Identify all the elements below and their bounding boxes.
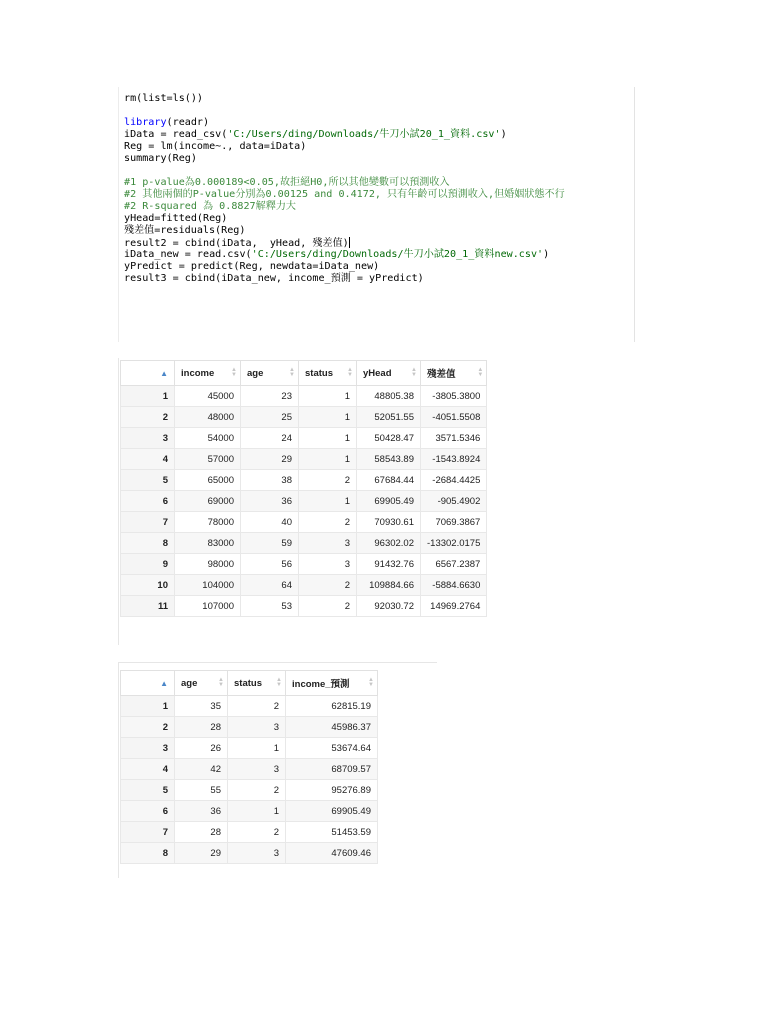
table-cell: 104000 [175, 575, 241, 596]
table-cell: -905.4902 [421, 491, 487, 512]
row-index: 3 [121, 738, 175, 759]
table-cell: 3571.5346 [421, 428, 487, 449]
code-token: 殘差值=residuals(Reg) [124, 225, 246, 236]
table-cell: 57000 [175, 449, 241, 470]
table-row[interactable] [121, 822, 378, 843]
row-index: 2 [121, 407, 175, 428]
table-cell: 47609.46 [286, 843, 378, 864]
table-cell: -2684.4425 [421, 470, 487, 491]
column-header[interactable] [228, 671, 286, 696]
row-index: 3 [121, 428, 175, 449]
row-index: 7 [121, 512, 175, 533]
table-cell: 95276.89 [286, 780, 378, 801]
table-cell: 91432.76 [357, 554, 421, 575]
table-cell: -5884.6630 [421, 575, 487, 596]
table-cell: 1 [228, 801, 286, 822]
code-line[interactable] [124, 189, 565, 201]
table-cell: 48805.38 [357, 386, 421, 407]
table-cell: 14969.2764 [421, 596, 487, 617]
code-token: summary(Reg) [124, 153, 197, 164]
code-token-kw: library [124, 117, 167, 128]
table-cell: 96302.02 [357, 533, 421, 554]
column-sort-icon[interactable]: ▲ ▼ [276, 677, 282, 688]
row-index: 4 [121, 449, 175, 470]
column-sort-icon[interactable]: ▲ ▼ [411, 367, 417, 378]
table-cell: 69905.49 [286, 801, 378, 822]
code-line[interactable] [124, 165, 565, 177]
code-token: ) [543, 249, 550, 260]
table-row[interactable] [121, 843, 378, 864]
table-cell: 2 [299, 596, 357, 617]
code-token-str: 'C:/Users/ding/Downloads/牛刀小試20_1_資料new.csv' [251, 249, 544, 260]
table-cell: 69000 [175, 491, 241, 512]
table-cell: 55 [175, 780, 228, 801]
column-sort-icon[interactable]: ▲ ▼ [368, 677, 374, 688]
table-cell: 53 [241, 596, 299, 617]
row-index: 5 [121, 470, 175, 491]
row-index: 1 [121, 696, 175, 717]
table-row[interactable] [121, 596, 487, 617]
column-header-label: yHead [363, 367, 392, 379]
result3-table [120, 670, 378, 864]
column-header[interactable] [175, 361, 241, 386]
table-cell: 23 [241, 386, 299, 407]
code-line[interactable] [124, 105, 565, 117]
row-index: 6 [121, 801, 175, 822]
table-cell: 1 [299, 449, 357, 470]
row-index: 10 [121, 575, 175, 596]
table-cell: -13302.0175 [421, 533, 487, 554]
code-line[interactable] [124, 237, 565, 249]
table-row[interactable] [121, 533, 487, 554]
code-token-comment: #2 其他兩個的P-value分別為0.00125 and 0.4172, 只有年齡可以預測收入,但婚姻狀態不行 [124, 189, 565, 200]
row-index: 6 [121, 491, 175, 512]
code-token: ) [500, 129, 507, 140]
column-header[interactable] [299, 361, 357, 386]
table-cell: 29 [241, 449, 299, 470]
table-row[interactable] [121, 575, 487, 596]
column-sort-icon[interactable]: ▲ ▼ [218, 677, 224, 688]
row-index-header[interactable] [121, 671, 175, 696]
table-cell: 24 [241, 428, 299, 449]
table-row[interactable] [121, 470, 487, 491]
column-header-label: 殘差值 [427, 369, 456, 380]
table-cell: 51453.59 [286, 822, 378, 843]
table-cell: 45986.37 [286, 717, 378, 738]
table-cell: 2 [299, 512, 357, 533]
row-index-header[interactable] [121, 361, 175, 386]
column-sort-icon[interactable]: ▲ ▼ [477, 367, 484, 378]
row-index: 1 [121, 386, 175, 407]
column-sort-icon[interactable]: ▲ ▼ [231, 367, 237, 378]
table-cell: 2 [228, 822, 286, 843]
table-cell: 58543.89 [357, 449, 421, 470]
table-cell: 36 [175, 801, 228, 822]
table-cell: -3805.3800 [421, 386, 487, 407]
table-cell: 3 [228, 843, 286, 864]
table-cell: 70930.61 [357, 512, 421, 533]
table-cell: 53674.64 [286, 738, 378, 759]
row-index: 8 [121, 843, 175, 864]
row-index: 11 [121, 596, 175, 617]
table-row[interactable] [121, 717, 378, 738]
table-row[interactable] [121, 428, 487, 449]
table-cell: 38 [241, 470, 299, 491]
column-header-label: status [234, 677, 262, 689]
table-row[interactable] [121, 696, 378, 717]
table-cell: 2 [299, 470, 357, 491]
table-cell: 2 [228, 780, 286, 801]
table-cell: 35 [175, 696, 228, 717]
code-token: yHead=fitted(Reg) [124, 213, 228, 224]
table-cell: 68709.57 [286, 759, 378, 780]
code-line[interactable] [124, 117, 565, 129]
column-header-label: income [181, 367, 215, 379]
data-viewer-result3 [118, 662, 437, 878]
row-index: 8 [121, 533, 175, 554]
table-row[interactable] [121, 512, 487, 533]
table-cell: -4051.5508 [421, 407, 487, 428]
table-cell: 107000 [175, 596, 241, 617]
table-row[interactable] [121, 554, 487, 575]
table-cell: 26 [175, 738, 228, 759]
row-index: 9 [121, 554, 175, 575]
code-line[interactable] [124, 213, 565, 225]
table-cell: 92030.72 [357, 596, 421, 617]
table-cell: 36 [241, 491, 299, 512]
table-cell: 3 [228, 717, 286, 738]
column-header-label: age [247, 367, 264, 379]
table-cell: 40 [241, 512, 299, 533]
table-cell: 28 [175, 717, 228, 738]
table-cell: 3 [228, 759, 286, 780]
table-cell: 67684.44 [357, 470, 421, 491]
code-line[interactable] [124, 129, 565, 141]
table-cell: 28 [175, 822, 228, 843]
table-row[interactable] [121, 386, 487, 407]
table-row[interactable] [121, 407, 487, 428]
table-cell: 109884.66 [357, 575, 421, 596]
code-token: result3 = cbind(iData_new, income_預測 = yPredict) [124, 273, 424, 284]
column-sort-icon[interactable]: ▲ ▼ [289, 367, 295, 378]
table-cell: 78000 [175, 512, 241, 533]
code-line[interactable] [124, 273, 565, 285]
code-token: iData = read_csv( [124, 129, 228, 140]
column-header-label: income_預測 [292, 679, 350, 690]
code-line[interactable] [124, 261, 565, 273]
table-cell: 2 [299, 575, 357, 596]
table-cell: 1 [228, 738, 286, 759]
code-line[interactable] [124, 201, 565, 213]
result2-table [120, 360, 487, 617]
code-line[interactable] [124, 177, 565, 189]
code-token-comment: #1 p-value為0.000189<0.05,故拒絕H0,所以其他變數可以預測收入 [124, 177, 450, 188]
code-line[interactable] [124, 93, 565, 105]
table-cell: 29 [175, 843, 228, 864]
column-header[interactable] [175, 671, 228, 696]
table-cell: 54000 [175, 428, 241, 449]
code-token-str: 'C:/Users/ding/Downloads/牛刀小試20_1_資料.csv' [227, 129, 501, 140]
code-token: rm(list=ls()) [124, 93, 204, 104]
column-header[interactable] [241, 361, 299, 386]
toolbar-divider [119, 662, 437, 663]
row-index: 2 [121, 717, 175, 738]
code-line[interactable] [124, 141, 565, 153]
table-cell: 62815.19 [286, 696, 378, 717]
table-cell: 59 [241, 533, 299, 554]
code-editor[interactable] [118, 87, 635, 342]
table-cell: 2 [228, 696, 286, 717]
column-header[interactable] [421, 361, 487, 386]
table-cell: 56 [241, 554, 299, 575]
table-cell: 3 [299, 554, 357, 575]
table-cell: 1 [299, 386, 357, 407]
code-line[interactable] [124, 153, 565, 165]
table-cell: 64 [241, 575, 299, 596]
table-row[interactable] [121, 738, 378, 759]
code-token-comment: #2 R-squared 為 0.8827解釋力大 [124, 201, 297, 212]
table-cell: 1 [299, 491, 357, 512]
table-cell: -1543.8924 [421, 449, 487, 470]
column-header-label: status [305, 367, 333, 379]
table-cell: 1 [299, 407, 357, 428]
code-token: (readr) [166, 117, 210, 128]
code-token: yPredict = predict(Reg, newdata=iData_new) [124, 261, 380, 272]
table-row[interactable] [121, 780, 378, 801]
row-index: 7 [121, 822, 175, 843]
row-index: 4 [121, 759, 175, 780]
row-index: 5 [121, 780, 175, 801]
column-sort-icon[interactable]: ▲ ▼ [347, 367, 353, 378]
table-row[interactable] [121, 801, 378, 822]
table-cell: 1 [299, 428, 357, 449]
column-header-label: age [181, 677, 198, 689]
table-cell: 65000 [175, 470, 241, 491]
table-row[interactable] [121, 759, 378, 780]
code-text[interactable] [124, 93, 565, 285]
table-cell: 69905.49 [357, 491, 421, 512]
data-viewer-result2 [118, 358, 514, 645]
table-cell: 50428.47 [357, 428, 421, 449]
text-cursor [349, 237, 350, 248]
table-cell: 45000 [175, 386, 241, 407]
column-header[interactable] [286, 671, 378, 696]
table-cell: 98000 [175, 554, 241, 575]
table-cell: 48000 [175, 407, 241, 428]
table-cell: 7069.3867 [421, 512, 487, 533]
code-token: iData_new = read.csv( [124, 249, 252, 260]
table-row[interactable] [121, 491, 487, 512]
sort-ascending-icon: ▲ [160, 678, 168, 688]
table-cell: 6567.2387 [421, 554, 487, 575]
table-cell: 42 [175, 759, 228, 780]
sort-ascending-icon: ▲ [160, 368, 168, 378]
column-header[interactable] [357, 361, 421, 386]
table-cell: 52051.55 [357, 407, 421, 428]
table-row[interactable] [121, 449, 487, 470]
table-cell: 83000 [175, 533, 241, 554]
code-line[interactable] [124, 225, 565, 237]
table-cell: 3 [299, 533, 357, 554]
code-token: Reg = lm(income~., data=iData) [124, 141, 307, 152]
code-token: result2 = cbind(iData, yHead, 殘差值) [124, 238, 349, 249]
table-cell: 25 [241, 407, 299, 428]
code-line[interactable] [124, 249, 565, 261]
